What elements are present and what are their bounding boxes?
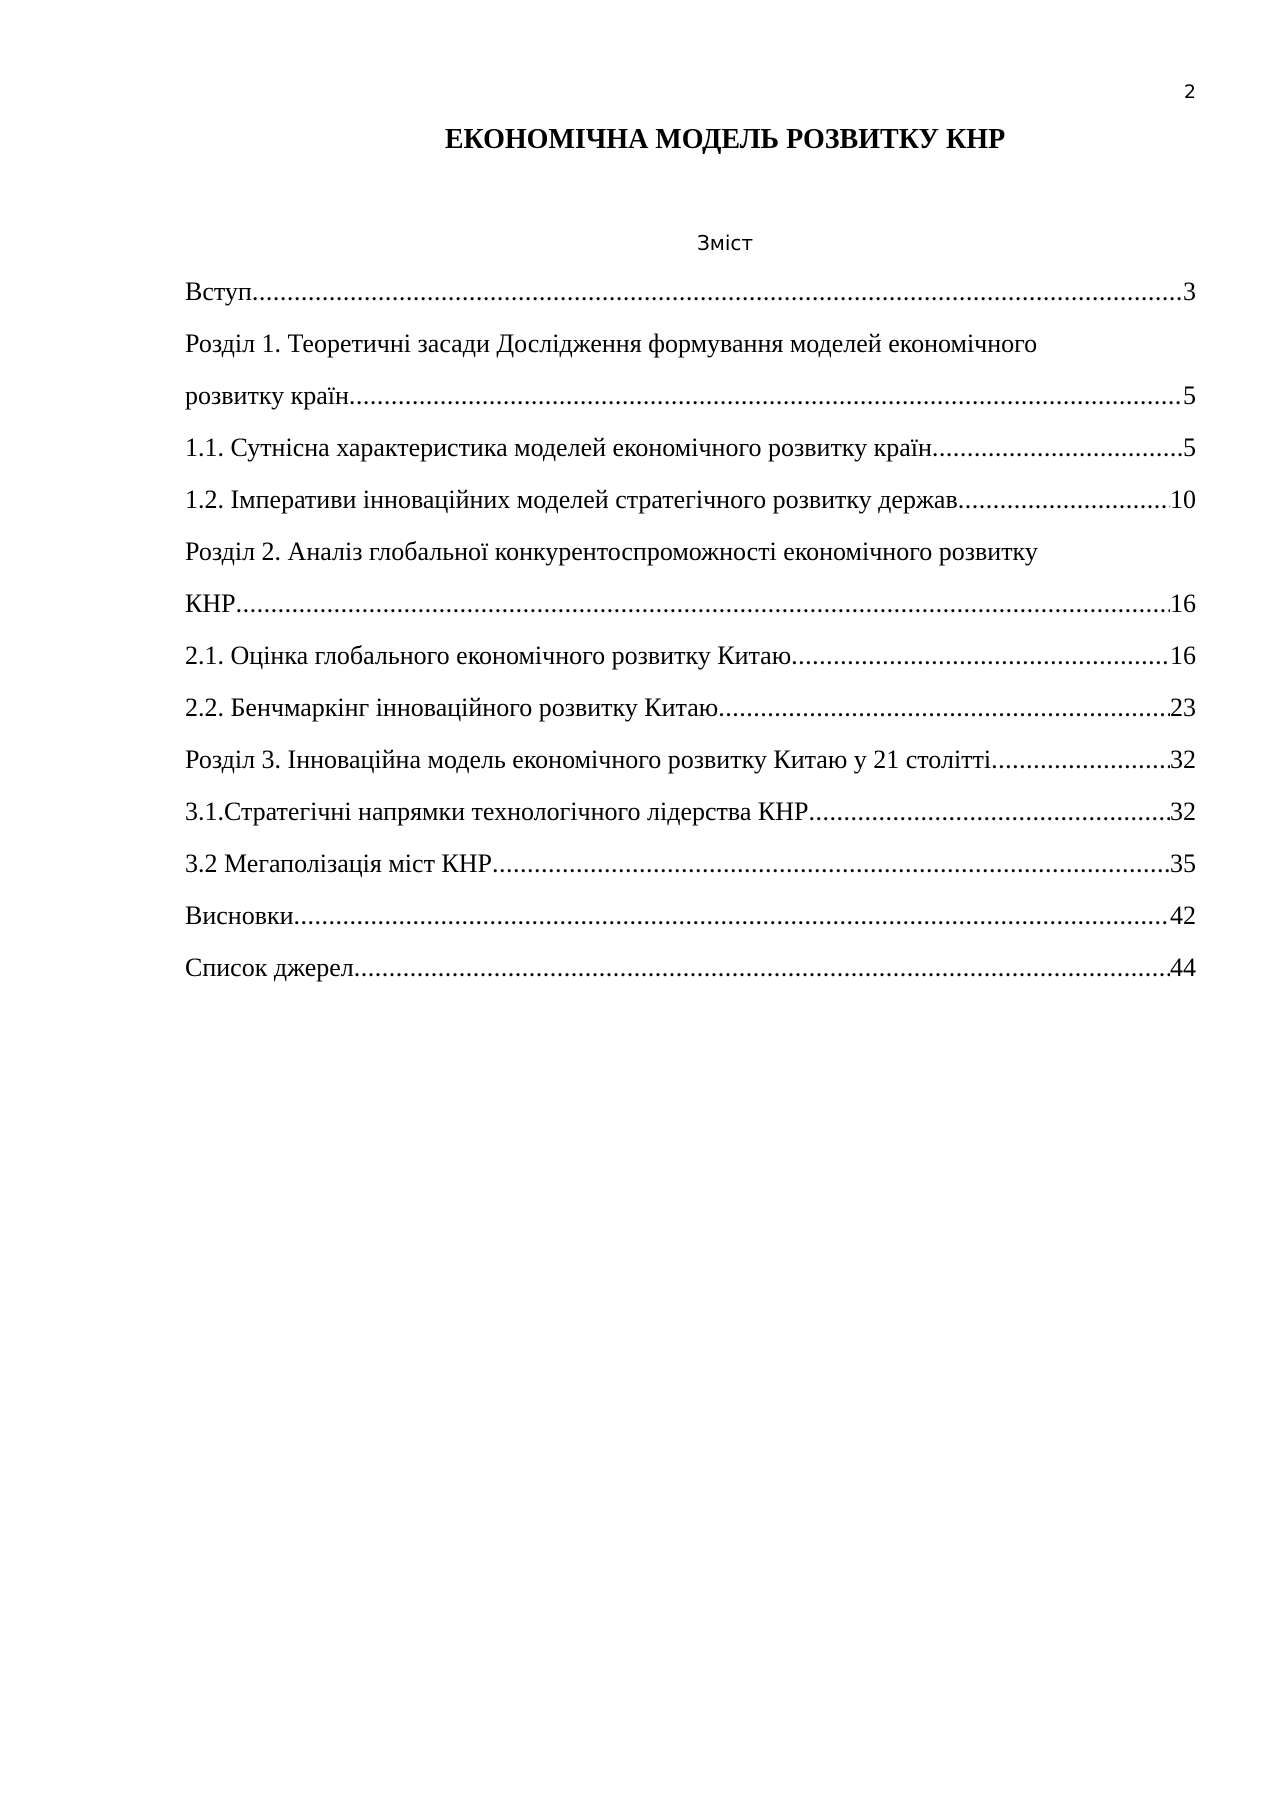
toc-entry-page: 16 — [1170, 641, 1196, 670]
toc-entry — [185, 682, 1196, 734]
toc-entry — [185, 370, 1196, 422]
toc-dot-leader — [958, 474, 1170, 526]
toc-entry-page: 5 — [1183, 433, 1196, 462]
toc-entry-title: Розділ 3. Інноваційна модель економічного розвитку Китаю у 21 столітті — [185, 745, 992, 774]
toc-entry-title: 3.1.Стратегічні напрямки технологічного лідерства КНР — [185, 797, 809, 826]
toc-dot-leader — [492, 838, 1170, 890]
toc-entry-page: 3 — [1183, 277, 1196, 306]
toc-entry-title: Список джерел — [185, 953, 354, 982]
toc-dot-leader — [349, 370, 1183, 422]
toc-dot-leader — [294, 890, 1170, 942]
toc-entry-page: 32 — [1170, 797, 1196, 826]
toc-entry — [185, 838, 1196, 890]
toc-entry — [185, 578, 1196, 630]
toc-entry-title: 2.1. Оцінка глобального економічного розвитку Китаю — [185, 641, 792, 670]
toc-entry — [185, 890, 1196, 942]
toc-entry — [185, 526, 1196, 578]
toc-entry-title: 1.2. Імперативи інноваційних моделей стратегічного розвитку держав — [185, 485, 958, 514]
toc-dot-leader — [791, 630, 1170, 682]
toc-entry — [185, 474, 1196, 526]
page-number: 2 — [1183, 81, 1196, 103]
toc-dot-leader — [808, 786, 1170, 838]
toc-entry — [185, 266, 1196, 318]
toc-dot-leader — [252, 266, 1183, 318]
toc-entry-page: 32 — [1170, 745, 1196, 774]
toc-entry-page: 23 — [1170, 693, 1196, 722]
toc-entry-title: Розділ 2. Аналіз глобальної конкурентоспроможності економічного розвитку — [185, 537, 1038, 566]
toc-entry — [185, 942, 1196, 994]
toc-entry-title: розвитку країн — [185, 381, 349, 410]
toc-entry-page: 42 — [1170, 901, 1196, 930]
document-title: ЕКОНОМІЧНА МОДЕЛЬ РОЗВИТКУ КНР — [444, 124, 1006, 155]
toc-entry — [185, 422, 1196, 474]
toc-entry — [185, 630, 1196, 682]
toc-entry-title: Висновки — [185, 901, 294, 930]
toc-entry-page: 44 — [1170, 953, 1196, 982]
toc-entry-page: 10 — [1170, 485, 1196, 514]
toc-dot-leader — [354, 942, 1170, 994]
table-of-contents — [185, 266, 1196, 994]
toc-entry-title: 2.2. Бенчмаркінг інноваційного розвитку Китаю — [185, 693, 719, 722]
toc-heading: Зміст — [696, 231, 754, 255]
toc-entry — [185, 786, 1196, 838]
toc-entry-title: 1.1. Сутнісна характеристика моделей економічного розвитку країн — [185, 433, 932, 462]
toc-entry-title: Розділ 1. Теоретичні засади Дослідження формування моделей економічного — [185, 329, 1038, 358]
toc-entry-page: 35 — [1170, 849, 1196, 878]
toc-dot-leader — [236, 578, 1170, 630]
toc-entry — [185, 734, 1196, 786]
toc-entry-page: 16 — [1170, 589, 1196, 618]
toc-entry-title: Вступ — [185, 277, 252, 306]
toc-dot-leader — [991, 734, 1170, 786]
toc-entry-title: 3.2 Мегаполізація міст КНР — [185, 849, 493, 878]
toc-dot-leader — [718, 682, 1170, 734]
toc-entry-page: 5 — [1183, 381, 1196, 410]
toc-dot-leader — [932, 422, 1183, 474]
toc-entry — [185, 318, 1196, 370]
toc-entry-title: КНР — [185, 589, 236, 618]
